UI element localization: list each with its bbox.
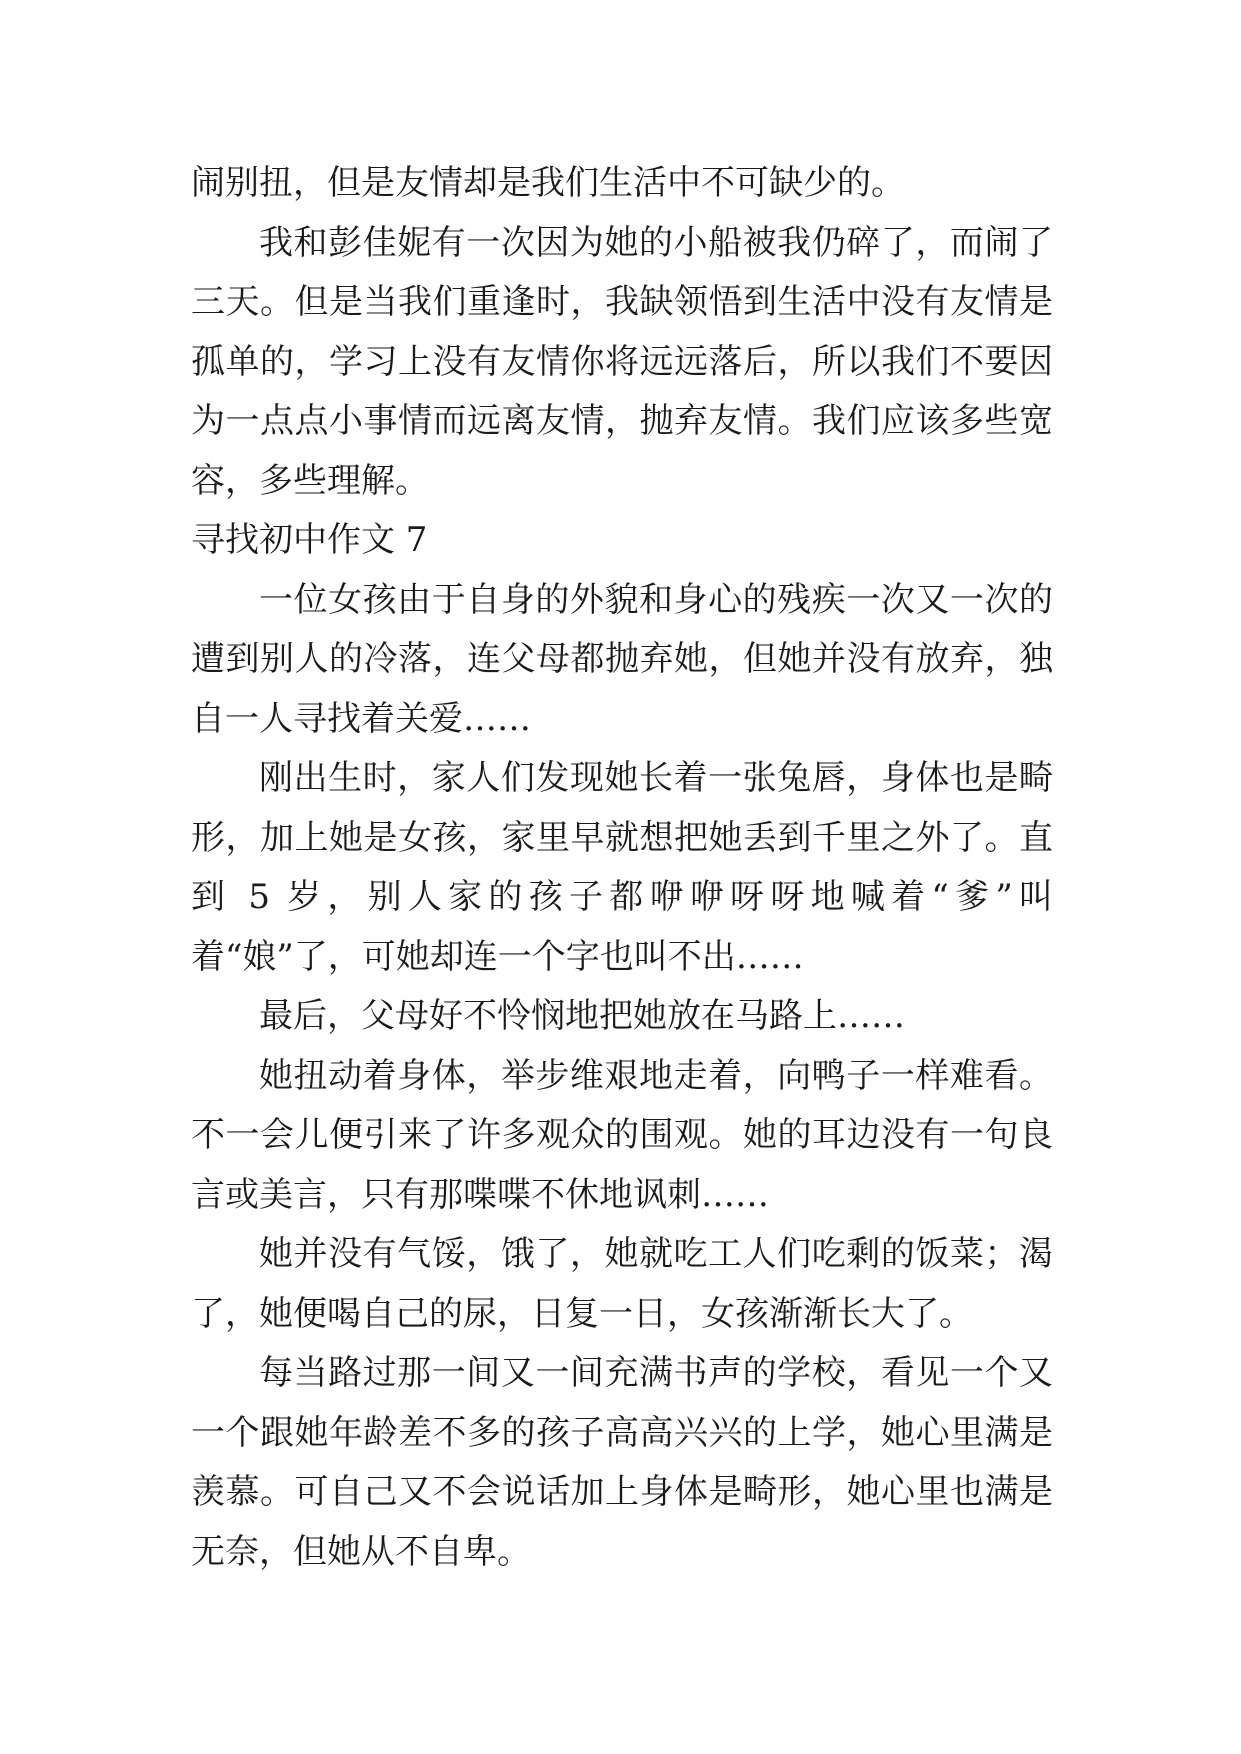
paragraph: 闹别扭，但是友情却是我们生活中不可缺少的。 <box>191 163 905 203</box>
paragraph: 她并没有气馁，饿了，她就吃工人们吃剩的饭菜；渴了，她便喝自己的尿，日复一日，女孩渐渐长大了。 <box>191 1234 1053 1334</box>
paragraph: 每当路过那一间又一间充满书声的学校，看见一个又一个跟她年龄差不多的孩子高高兴兴的上学，她心里满是羡慕。可自己又不会说话加上身体是畸形，她心里也满是无奈，但她从不自卑。 <box>191 1353 1053 1572</box>
paragraph: 我和彭佳妮有一次因为她的小船被我仍碎了，而闹了三天。但是当我们重逢时，我缺领悟到生活中没有友情是孤单的，学习上没有友情你将远远落后，所以我们不要因为一点点小事情而远离友情，抛弃友情。我们应该多些宽容，多些理解。 <box>191 222 1053 501</box>
paragraph: 她扭动着身体，举步维艰地走着，向鸭子一样难看。不一会儿便引来了许多观众的围观。她的耳边没有一句良言或美言，只有那喋喋不休地讽刺…… <box>191 1055 1053 1215</box>
essay-heading: 寻找初中作文 7 <box>191 520 428 560</box>
paragraph: 最后，父母好不怜悯地把她放在马路上…… <box>259 996 905 1036</box>
paragraph: 一位女孩由于自身的外貌和身心的残疾一次又一次的遭到别人的冷落，连父母都抛弃她，但她并没有放弃，独自一人寻找着关爱…… <box>191 579 1053 739</box>
document-body <box>191 154 1053 1582</box>
paragraph: 刚出生时，家人们发现她长着一张兔唇，身体也是畸形，加上她是女孩，家里早就想把她丢到千里之外了。直到 5 岁，别人家的孩子都咿咿呀呀地喊着“爹”叫着“娘”了，可她却连一个字也叫不出…… <box>191 758 1053 977</box>
